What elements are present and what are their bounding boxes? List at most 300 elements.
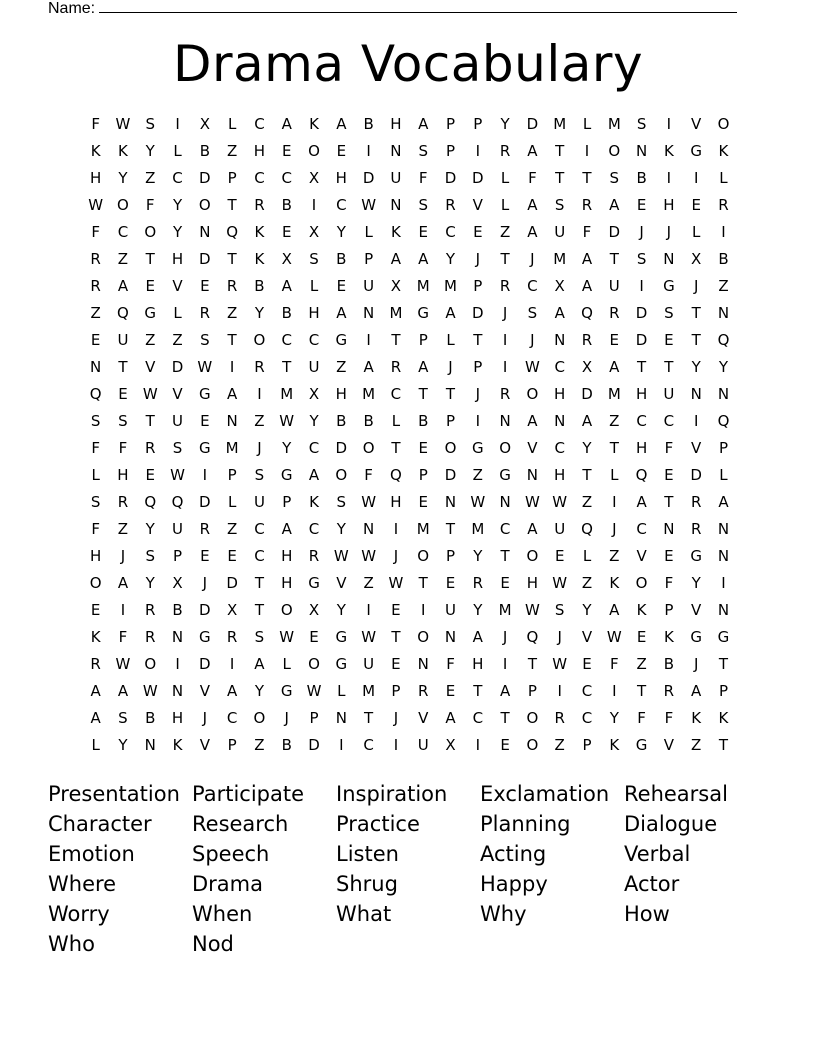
grid-letter[interactable]: J: [530, 250, 535, 268]
grid-letter[interactable]: M: [389, 304, 403, 322]
grid-letter[interactable]: L: [446, 331, 455, 349]
grid-letter[interactable]: A: [281, 115, 292, 133]
grid-letter[interactable]: A: [691, 682, 702, 700]
grid-letter[interactable]: T: [664, 358, 674, 376]
grid-letter[interactable]: Z: [718, 277, 729, 295]
grid-letter[interactable]: X: [308, 223, 320, 241]
grid-letter[interactable]: D: [635, 304, 648, 322]
grid-letter[interactable]: I: [202, 466, 208, 484]
grid-letter[interactable]: G: [417, 304, 430, 322]
grid-letter[interactable]: V: [145, 358, 156, 376]
grid-letter[interactable]: X: [308, 601, 320, 619]
grid-letter[interactable]: J: [448, 358, 453, 376]
grid-letter[interactable]: A: [445, 304, 456, 322]
grid-letter[interactable]: T: [145, 412, 155, 430]
grid-letter[interactable]: N: [390, 142, 402, 160]
grid-letter[interactable]: P: [718, 439, 728, 457]
grid-letter[interactable]: K: [691, 709, 702, 727]
grid-letter[interactable]: O: [499, 439, 511, 457]
grid-letter[interactable]: U: [417, 736, 429, 754]
grid-letter[interactable]: Y: [336, 601, 346, 619]
grid-letter[interactable]: J: [202, 574, 208, 592]
grid-letter[interactable]: A: [445, 709, 456, 727]
grid-letter[interactable]: E: [418, 439, 428, 457]
grid-letter[interactable]: V: [199, 682, 210, 700]
grid-letter[interactable]: I: [366, 331, 371, 349]
grid-letter[interactable]: X: [581, 358, 593, 376]
grid-letter[interactable]: K: [390, 223, 401, 241]
grid-letter[interactable]: T: [227, 196, 237, 214]
grid-letter[interactable]: X: [308, 169, 320, 187]
grid-letter[interactable]: T: [500, 709, 510, 727]
grid-letter[interactable]: R: [472, 574, 484, 592]
grid-letter[interactable]: I: [639, 277, 644, 295]
grid-letter[interactable]: T: [664, 493, 674, 511]
grid-letter[interactable]: A: [308, 466, 320, 484]
grid-letter[interactable]: E: [200, 547, 210, 565]
grid-letter[interactable]: J: [557, 628, 562, 646]
grid-letter[interactable]: I: [721, 223, 726, 241]
grid-letter[interactable]: R: [499, 277, 511, 295]
grid-letter[interactable]: N: [363, 304, 375, 322]
grid-letter[interactable]: H: [281, 547, 293, 565]
grid-letter[interactable]: H: [526, 574, 539, 592]
grid-letter[interactable]: Z: [172, 331, 183, 349]
grid-letter[interactable]: N: [663, 250, 675, 268]
grid-letter[interactable]: U: [554, 223, 566, 241]
grid-letter[interactable]: E: [636, 628, 647, 646]
grid-letter[interactable]: T: [227, 250, 237, 268]
grid-letter[interactable]: Y: [172, 223, 183, 241]
grid-letter[interactable]: D: [199, 655, 211, 673]
grid-letter[interactable]: H: [663, 196, 675, 214]
grid-letter[interactable]: N: [90, 358, 102, 376]
grid-letter[interactable]: A: [90, 709, 101, 727]
grid-letter[interactable]: N: [444, 628, 457, 646]
grid-letter[interactable]: I: [311, 196, 317, 214]
grid-letter[interactable]: I: [666, 169, 672, 187]
grid-letter[interactable]: L: [719, 169, 728, 187]
grid-letter[interactable]: L: [337, 682, 346, 700]
grid-letter[interactable]: A: [281, 277, 292, 295]
grid-letter[interactable]: V: [636, 547, 647, 565]
grid-letter[interactable]: N: [499, 493, 511, 511]
grid-letter[interactable]: Y: [582, 439, 592, 457]
grid-letter[interactable]: X: [199, 115, 210, 133]
grid-letter[interactable]: A: [527, 412, 538, 430]
grid-letter[interactable]: P: [664, 601, 674, 619]
grid-letter[interactable]: S: [418, 142, 428, 160]
grid-letter[interactable]: P: [227, 466, 237, 484]
grid-letter[interactable]: L: [391, 412, 401, 430]
grid-letter[interactable]: I: [175, 115, 180, 133]
grid-letter[interactable]: D: [308, 736, 320, 754]
grid-letter[interactable]: W: [361, 196, 377, 214]
grid-letter[interactable]: V: [472, 196, 483, 214]
grid-letter[interactable]: N: [690, 385, 702, 403]
grid-letter[interactable]: J: [502, 304, 508, 322]
grid-letter[interactable]: G: [199, 385, 211, 403]
grid-letter[interactable]: B: [363, 412, 374, 430]
grid-letter[interactable]: D: [472, 169, 484, 187]
grid-letter[interactable]: W: [88, 196, 104, 214]
grid-letter[interactable]: V: [199, 736, 210, 754]
grid-letter[interactable]: S: [200, 331, 210, 349]
grid-letter[interactable]: G: [335, 655, 348, 673]
grid-letter[interactable]: E: [418, 223, 428, 241]
grid-letter[interactable]: X: [390, 277, 402, 295]
grid-letter[interactable]: P: [473, 277, 483, 295]
grid-letter[interactable]: F: [528, 169, 537, 187]
grid-letter[interactable]: P: [473, 115, 483, 133]
grid-letter[interactable]: W: [361, 547, 377, 565]
grid-letter[interactable]: I: [175, 655, 180, 673]
grid-letter[interactable]: R: [90, 655, 101, 673]
grid-letter[interactable]: H: [117, 466, 129, 484]
grid-letter[interactable]: K: [90, 142, 101, 160]
grid-letter[interactable]: G: [690, 547, 702, 565]
grid-letter[interactable]: R: [554, 709, 565, 727]
grid-letter[interactable]: R: [308, 547, 320, 565]
grid-letter[interactable]: I: [721, 574, 726, 592]
grid-letter[interactable]: A: [363, 358, 374, 376]
grid-letter[interactable]: Q: [635, 466, 648, 484]
grid-letter[interactable]: I: [502, 331, 508, 349]
grid-letter[interactable]: K: [309, 115, 319, 133]
grid-letter[interactable]: Z: [691, 736, 702, 754]
grid-letter[interactable]: E: [90, 331, 101, 349]
grid-letter[interactable]: T: [418, 385, 428, 403]
grid-letter[interactable]: R: [145, 601, 156, 619]
grid-letter[interactable]: H: [554, 385, 566, 403]
grid-letter[interactable]: Y: [309, 412, 319, 430]
grid-letter[interactable]: I: [366, 601, 371, 619]
grid-letter[interactable]: C: [663, 412, 675, 430]
grid-letter[interactable]: J: [530, 331, 535, 349]
grid-letter[interactable]: M: [498, 601, 512, 619]
grid-letter[interactable]: Z: [581, 493, 593, 511]
grid-letter[interactable]: H: [635, 385, 648, 403]
grid-letter[interactable]: N: [635, 142, 648, 160]
grid-letter[interactable]: E: [281, 142, 292, 160]
grid-letter[interactable]: Z: [581, 574, 593, 592]
grid-letter[interactable]: E: [664, 547, 674, 565]
grid-letter[interactable]: A: [281, 520, 292, 538]
grid-letter[interactable]: C: [499, 520, 511, 538]
grid-letter[interactable]: Z: [145, 331, 156, 349]
grid-letter[interactable]: O: [117, 196, 129, 214]
grid-letter[interactable]: Z: [145, 169, 156, 187]
grid-letter[interactable]: E: [609, 331, 620, 349]
grid-letter[interactable]: S: [90, 493, 101, 511]
grid-letter[interactable]: G: [690, 628, 702, 646]
grid-letter[interactable]: E: [445, 574, 456, 592]
grid-letter[interactable]: F: [664, 574, 674, 592]
grid-letter[interactable]: O: [89, 574, 102, 592]
grid-letter[interactable]: P: [309, 709, 319, 727]
grid-letter[interactable]: A: [90, 682, 101, 700]
grid-letter[interactable]: W: [170, 466, 185, 484]
grid-letter[interactable]: R: [581, 196, 593, 214]
grid-letter[interactable]: T: [282, 358, 292, 376]
grid-letter[interactable]: R: [199, 520, 211, 538]
grid-letter[interactable]: D: [199, 169, 211, 187]
grid-letter[interactable]: D: [444, 169, 457, 187]
grid-letter[interactable]: P: [445, 142, 456, 160]
grid-letter[interactable]: R: [663, 682, 675, 700]
grid-letter[interactable]: A: [609, 358, 620, 376]
grid-letter[interactable]: Q: [526, 628, 539, 646]
grid-letter[interactable]: W: [115, 655, 131, 673]
grid-letter[interactable]: F: [118, 439, 128, 457]
grid-letter[interactable]: S: [636, 250, 647, 268]
grid-letter[interactable]: E: [118, 385, 128, 403]
grid-letter[interactable]: Y: [172, 196, 183, 214]
grid-letter[interactable]: V: [691, 439, 702, 457]
grid-letter[interactable]: L: [173, 304, 182, 322]
grid-letter[interactable]: W: [552, 655, 568, 673]
grid-letter[interactable]: J: [202, 709, 208, 727]
grid-letter[interactable]: S: [636, 115, 647, 133]
grid-letter[interactable]: M: [444, 277, 457, 295]
grid-letter[interactable]: U: [363, 655, 375, 673]
grid-letter[interactable]: C: [363, 736, 374, 754]
grid-letter[interactable]: R: [226, 628, 238, 646]
grid-letter[interactable]: E: [281, 223, 292, 241]
grid-letter[interactable]: M: [416, 520, 430, 538]
grid-letter[interactable]: P: [227, 736, 237, 754]
grid-letter[interactable]: E: [309, 628, 319, 646]
grid-letter[interactable]: T: [391, 628, 401, 646]
grid-letter[interactable]: Q: [171, 493, 184, 511]
grid-letter[interactable]: E: [90, 601, 101, 619]
grid-letter[interactable]: O: [717, 115, 730, 133]
grid-letter[interactable]: Q: [390, 466, 402, 484]
grid-letter[interactable]: Q: [144, 493, 157, 511]
grid-letter[interactable]: M: [471, 520, 485, 538]
grid-letter[interactable]: F: [637, 709, 646, 727]
grid-letter[interactable]: L: [692, 223, 701, 241]
grid-letter[interactable]: E: [145, 466, 155, 484]
grid-letter[interactable]: K: [254, 250, 265, 268]
grid-letter[interactable]: L: [227, 493, 237, 511]
grid-letter[interactable]: G: [471, 439, 484, 457]
grid-letter[interactable]: I: [475, 736, 481, 754]
grid-letter[interactable]: Y: [145, 574, 155, 592]
grid-letter[interactable]: N: [390, 196, 402, 214]
grid-letter[interactable]: L: [582, 115, 592, 133]
grid-letter[interactable]: E: [664, 466, 674, 484]
grid-letter[interactable]: R: [609, 304, 620, 322]
grid-letter[interactable]: B: [418, 412, 429, 430]
grid-letter[interactable]: A: [718, 493, 729, 511]
grid-letter[interactable]: X: [308, 385, 320, 403]
grid-letter[interactable]: T: [391, 439, 401, 457]
grid-letter[interactable]: J: [666, 223, 672, 241]
grid-letter[interactable]: Y: [336, 520, 346, 538]
grid-letter[interactable]: Y: [145, 520, 155, 538]
grid-letter[interactable]: Z: [226, 520, 238, 538]
grid-letter[interactable]: I: [693, 169, 699, 187]
grid-letter[interactable]: N: [499, 412, 511, 430]
grid-letter[interactable]: C: [554, 439, 565, 457]
grid-letter[interactable]: F: [664, 709, 674, 727]
grid-letter[interactable]: L: [719, 466, 728, 484]
grid-letter[interactable]: K: [172, 736, 183, 754]
grid-letter[interactable]: A: [581, 250, 593, 268]
grid-letter[interactable]: R: [499, 385, 511, 403]
grid-letter[interactable]: O: [144, 223, 157, 241]
grid-letter[interactable]: C: [172, 169, 183, 187]
grid-letter[interactable]: R: [417, 682, 429, 700]
grid-letter[interactable]: B: [199, 142, 210, 160]
grid-letter[interactable]: O: [526, 547, 539, 565]
grid-letter[interactable]: Y: [336, 223, 346, 241]
grid-letter[interactable]: C: [254, 547, 265, 565]
grid-letter[interactable]: Y: [118, 169, 128, 187]
grid-letter[interactable]: T: [718, 655, 729, 673]
grid-letter[interactable]: E: [336, 142, 347, 160]
grid-letter[interactable]: Z: [363, 574, 374, 592]
grid-letter[interactable]: C: [527, 277, 538, 295]
grid-letter[interactable]: U: [608, 277, 620, 295]
grid-letter[interactable]: W: [470, 493, 486, 511]
grid-letter[interactable]: Z: [90, 304, 101, 322]
grid-letter[interactable]: C: [581, 682, 593, 700]
grid-letter[interactable]: O: [308, 655, 320, 673]
grid-letter[interactable]: P: [364, 250, 374, 268]
grid-letter[interactable]: D: [526, 115, 539, 133]
grid-letter[interactable]: A: [554, 304, 565, 322]
grid-letter[interactable]: K: [609, 736, 620, 754]
grid-letter[interactable]: H: [635, 439, 648, 457]
grid-letter[interactable]: T: [473, 331, 483, 349]
grid-letter[interactable]: L: [91, 466, 100, 484]
grid-letter[interactable]: D: [581, 385, 593, 403]
grid-letter[interactable]: T: [555, 142, 565, 160]
grid-letter[interactable]: G: [635, 736, 648, 754]
grid-letter[interactable]: S: [118, 412, 128, 430]
grid-letter[interactable]: M: [362, 385, 376, 403]
grid-letter[interactable]: S: [664, 304, 674, 322]
grid-letter[interactable]: G: [308, 574, 320, 592]
grid-letter[interactable]: N: [335, 709, 347, 727]
grid-letter[interactable]: A: [581, 277, 593, 295]
grid-letter[interactable]: T: [118, 358, 128, 376]
grid-letter[interactable]: A: [527, 223, 538, 241]
grid-letter[interactable]: J: [612, 520, 617, 538]
grid-letter[interactable]: E: [336, 277, 347, 295]
grid-letter[interactable]: B: [663, 655, 675, 673]
grid-letter[interactable]: R: [718, 196, 729, 214]
grid-letter[interactable]: T: [637, 682, 647, 700]
grid-letter[interactable]: N: [171, 682, 184, 700]
grid-letter[interactable]: R: [445, 196, 456, 214]
grid-letter[interactable]: Y: [282, 439, 292, 457]
grid-letter[interactable]: V: [418, 709, 429, 727]
grid-letter[interactable]: E: [145, 277, 155, 295]
grid-letter[interactable]: G: [690, 142, 702, 160]
grid-letter[interactable]: H: [472, 655, 484, 673]
grid-letter[interactable]: Y: [718, 358, 729, 376]
grid-letter[interactable]: A: [609, 601, 620, 619]
grid-letter[interactable]: T: [445, 385, 456, 403]
grid-letter[interactable]: I: [393, 736, 399, 754]
grid-letter[interactable]: B: [718, 250, 729, 268]
grid-letter[interactable]: N: [417, 655, 429, 673]
grid-letter[interactable]: D: [444, 466, 457, 484]
grid-letter[interactable]: A: [117, 277, 129, 295]
grid-letter[interactable]: N: [663, 520, 675, 538]
grid-letter[interactable]: W: [524, 601, 540, 619]
grid-letter[interactable]: C: [254, 520, 265, 538]
grid-letter[interactable]: S: [554, 601, 565, 619]
grid-letter[interactable]: X: [445, 736, 456, 754]
grid-letter[interactable]: I: [612, 682, 617, 700]
grid-letter[interactable]: W: [361, 493, 377, 511]
grid-letter[interactable]: N: [717, 547, 730, 565]
grid-letter[interactable]: C: [336, 196, 347, 214]
grid-letter[interactable]: A: [581, 412, 593, 430]
grid-letter[interactable]: P: [718, 682, 728, 700]
grid-letter[interactable]: C: [308, 331, 320, 349]
grid-letter[interactable]: A: [418, 115, 429, 133]
grid-letter[interactable]: L: [500, 169, 510, 187]
grid-letter[interactable]: B: [254, 277, 265, 295]
grid-letter[interactable]: K: [663, 142, 674, 160]
grid-letter[interactable]: S: [254, 628, 265, 646]
grid-letter[interactable]: F: [364, 466, 373, 484]
grid-letter[interactable]: R: [690, 493, 702, 511]
grid-letter[interactable]: E: [418, 493, 428, 511]
grid-letter[interactable]: G: [144, 304, 157, 322]
grid-letter[interactable]: T: [609, 439, 619, 457]
grid-letter[interactable]: N: [144, 736, 156, 754]
grid-letter[interactable]: W: [552, 493, 568, 511]
grid-letter[interactable]: V: [691, 601, 702, 619]
grid-letter[interactable]: C: [636, 412, 647, 430]
grid-letter[interactable]: N: [717, 520, 730, 538]
grid-letter[interactable]: R: [226, 277, 238, 295]
grid-letter[interactable]: K: [118, 142, 128, 160]
grid-letter[interactable]: S: [145, 115, 155, 133]
grid-letter[interactable]: F: [446, 655, 455, 673]
grid-letter[interactable]: G: [199, 439, 211, 457]
grid-letter[interactable]: K: [609, 574, 620, 592]
grid-letter[interactable]: A: [227, 682, 238, 700]
grid-letter[interactable]: E: [500, 574, 510, 592]
grid-letter[interactable]: I: [612, 493, 617, 511]
grid-letter[interactable]: J: [639, 223, 644, 241]
grid-letter[interactable]: N: [717, 304, 730, 322]
grid-letter[interactable]: G: [199, 628, 211, 646]
grid-letter[interactable]: C: [308, 439, 320, 457]
grid-letter[interactable]: R: [499, 142, 511, 160]
grid-letter[interactable]: H: [90, 169, 102, 187]
grid-letter[interactable]: G: [663, 277, 675, 295]
grid-letter[interactable]: Y: [691, 358, 701, 376]
grid-letter[interactable]: W: [361, 628, 377, 646]
grid-letter[interactable]: I: [502, 655, 508, 673]
grid-letter[interactable]: D: [472, 304, 484, 322]
grid-letter[interactable]: O: [335, 466, 348, 484]
grid-letter[interactable]: O: [526, 709, 539, 727]
grid-letter[interactable]: Y: [254, 682, 265, 700]
grid-letter[interactable]: P: [473, 358, 483, 376]
grid-letter[interactable]: F: [91, 223, 100, 241]
grid-letter[interactable]: O: [253, 331, 266, 349]
grid-letter[interactable]: W: [552, 574, 568, 592]
